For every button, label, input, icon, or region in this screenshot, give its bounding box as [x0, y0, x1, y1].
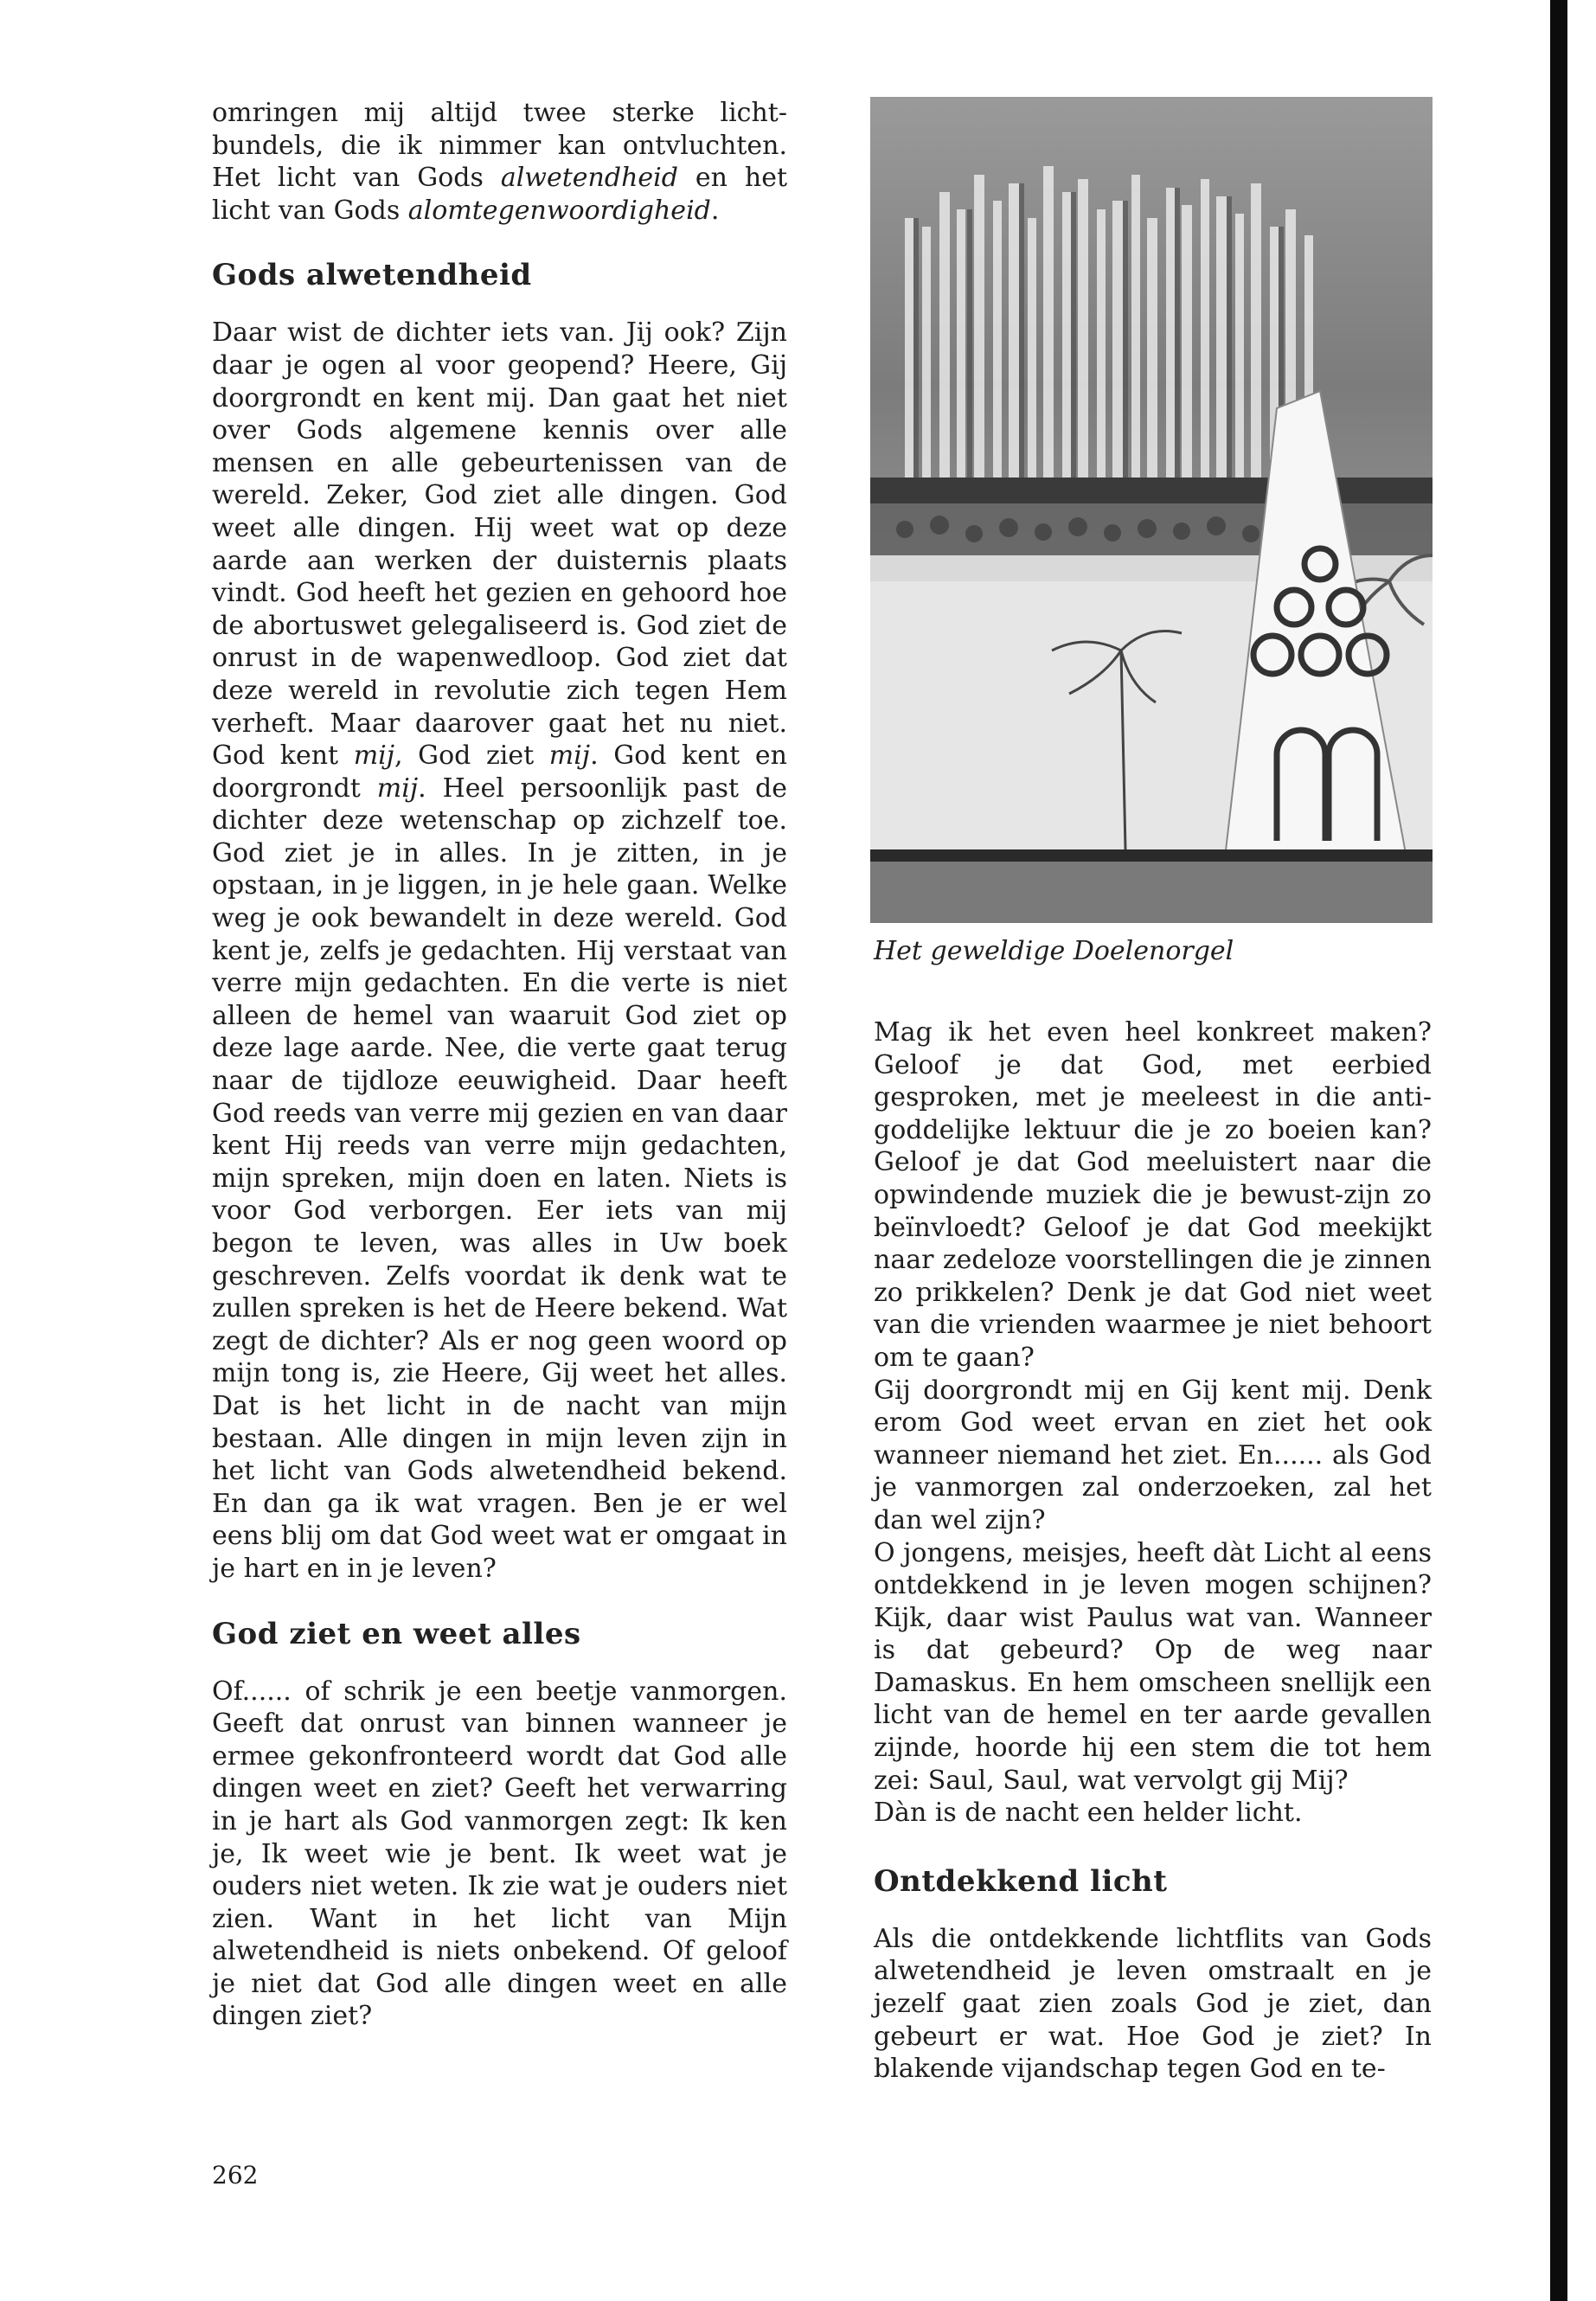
- page-number: 262: [212, 2161, 259, 2189]
- intro-text-1: omringen mij altijd twee sterke licht-bundels, die ik nimmer kan ontvluchten. Het licht van Gods: [212, 98, 787, 194]
- right-paragraph-5: Als die ontdekkende lichtflits van Gods alwetendheid je leven omstraalt en je jezelf gaat zien zoals God je ziet, dan gebeurt er wat. Hoe God je ziet? In blakende vijandschap tegen God en te-: [874, 1923, 1432, 2085]
- intro-paragraph: [212, 97, 787, 227]
- right-paragraph-3: O jongens, meisjes, heeft dàt Licht al eens ontdekkend in je leven mogen schijnen? Kijk, daar wist Paulus wat van. Wanneer is dat gebeurd? Op de weg naar Damaskus. En hem omscheen snellijk een licht van de hemel en ter aarde gevallen zijnde, hoorde hij een stem die tot hem zei: Saul, Saul, wat vervolgt gij Mij?: [874, 1537, 1432, 1796]
- emphasis-alomtegenwoordigheid: alomtegenwoordigheid: [407, 195, 711, 226]
- heading-ontdekkend-licht: Ontdekkend licht: [874, 1863, 1168, 1899]
- emphasis-alwetendheid: alwetendheid: [500, 163, 678, 194]
- emphasis-mij-2: mij: [548, 740, 591, 772]
- section1-text-3: . God kent en doorgrondt: [212, 740, 787, 804]
- heading-god-ziet-en-weet-alles: God ziet en weet alles: [212, 1616, 581, 1651]
- emphasis-mij-3: mij: [376, 772, 419, 804]
- right-paragraph-2: Gij doorgrondt mij en Gij kent mij. Denk erom God weet ervan en ziet het ook wanneer niemand het ziet. En...... als God je vanmorgen zal onderzoeken, zal het dan wel zijn?: [874, 1375, 1432, 1535]
- right-paragraph-1: Mag ik het even heel konkreet maken? Geloof je dat God, met eerbied gesproken, met je meeleest in die anti-goddelijke lektuur die je zo boeien kan? Geloof je dat God meeluistert naar die opwindende muziek die je bewust-zijn zo beïnvloedt? Geloof je dat God meekijkt naar zedeloze voorstellingen die je zinnen zo prikkelen? Denk je dat God niet weet van die vrienden waarmee je niet behoort om te gaan?: [874, 1017, 1432, 1373]
- right-column: [874, 1016, 1432, 2086]
- intro-text-3: .: [710, 195, 720, 226]
- emphasis-mij-1: mij: [353, 740, 395, 772]
- intro-text-2: en het licht van Gods: [212, 163, 788, 226]
- section1-text-2: , God ziet: [394, 740, 549, 772]
- scan-edge-bar: [1550, 0, 1567, 2301]
- section2-paragraph: Of...... of schrik je een beetje vanmorgen. Geeft dat onrust van binnen wanneer je ermee gekonfronteerd wordt dat God alle dingen weet en ziet? Geeft het verwarring in je hart als God vanmorgen zegt: Ik ken je, Ik weet wie je bent. Ik weet wat je ouders niet weten. Ik zie wat je ouders niet zien. Want in het licht van Mijn alwetendheid is niets onbekend. Of geloof je niet dat God alle dingen weet en alle dingen ziet?: [212, 1676, 787, 2032]
- organ-photo: [870, 97, 1433, 923]
- section1-text-1: Daar wist de dichter iets van. Jij ook? Zijn daar je ogen al voor geopend? Heere, Gij doorgrondt en kent mij. Dan gaat het niet over Gods algemene kennis over alle mensen en alle gebeurtenissen van de wereld. Zeker, God ziet alle dingen. God weet alle dingen. Hij weet wat op deze aarde aan werken der duisternis plaats vindt. God heeft het gezien en gehoord hoe de abortuswet gelegaliseerd is. God ziet de onrust in de wapenwedloop. God ziet dat deze wereld in revolutie zich tegen Hem verheft. Maar daarover gaat het nu niet. God kent: [212, 317, 787, 772]
- right-paragraph-4: Dàn is de nacht een helder licht.: [874, 1798, 1303, 1829]
- section1-text-4: . Heel persoonlijk past de dichter deze wetenschap op zichzelf toe. God ziet je in alles. In je zitten, in je opstaan, in je liggen, in je hele gaan. Welke weg je ook bewandelt in deze wereld. God kent je, zelfs je gedachten. Hij verstaat van verre mijn gedachten. En die verte is niet alleen de hemel van waaruit God ziet op deze lage aarde. Nee, die verte gaat terug naar de tijdloze eeuwigheid. Daar heeft God reeds van verre mij gezien en van daar kent Hij reeds van verre mijn gedachten, mijn spreken, mijn doen en laten. Niets is voor God verborgen. Eer iets van mij begon te leven, was alles in Uw boek geschreven. Zelfs voordat ik denk wat te zullen spreken is het de Heere bekend. Wat zegt de dichter? Als er nog geen woord op mijn tong is, zie Heere, Gij weet het alles. Dat is het licht in de nacht van mijn bestaan. Alle dingen in mijn leven zijn in het licht van Gods alwetendheid bekend. En dan ga ik wat vragen. Ben je er wel eens blij om dat God weet wat er omgaat in je hart en in je leven?: [212, 772, 787, 1584]
- heading-gods-alwetendheid: Gods alwetendheid: [212, 258, 532, 293]
- left-column: [212, 97, 787, 2033]
- section1-paragraph: [212, 317, 787, 1585]
- photo-caption: Het geweldige Doelenorgel: [874, 936, 1234, 966]
- organ-photo-image: [870, 97, 1433, 923]
